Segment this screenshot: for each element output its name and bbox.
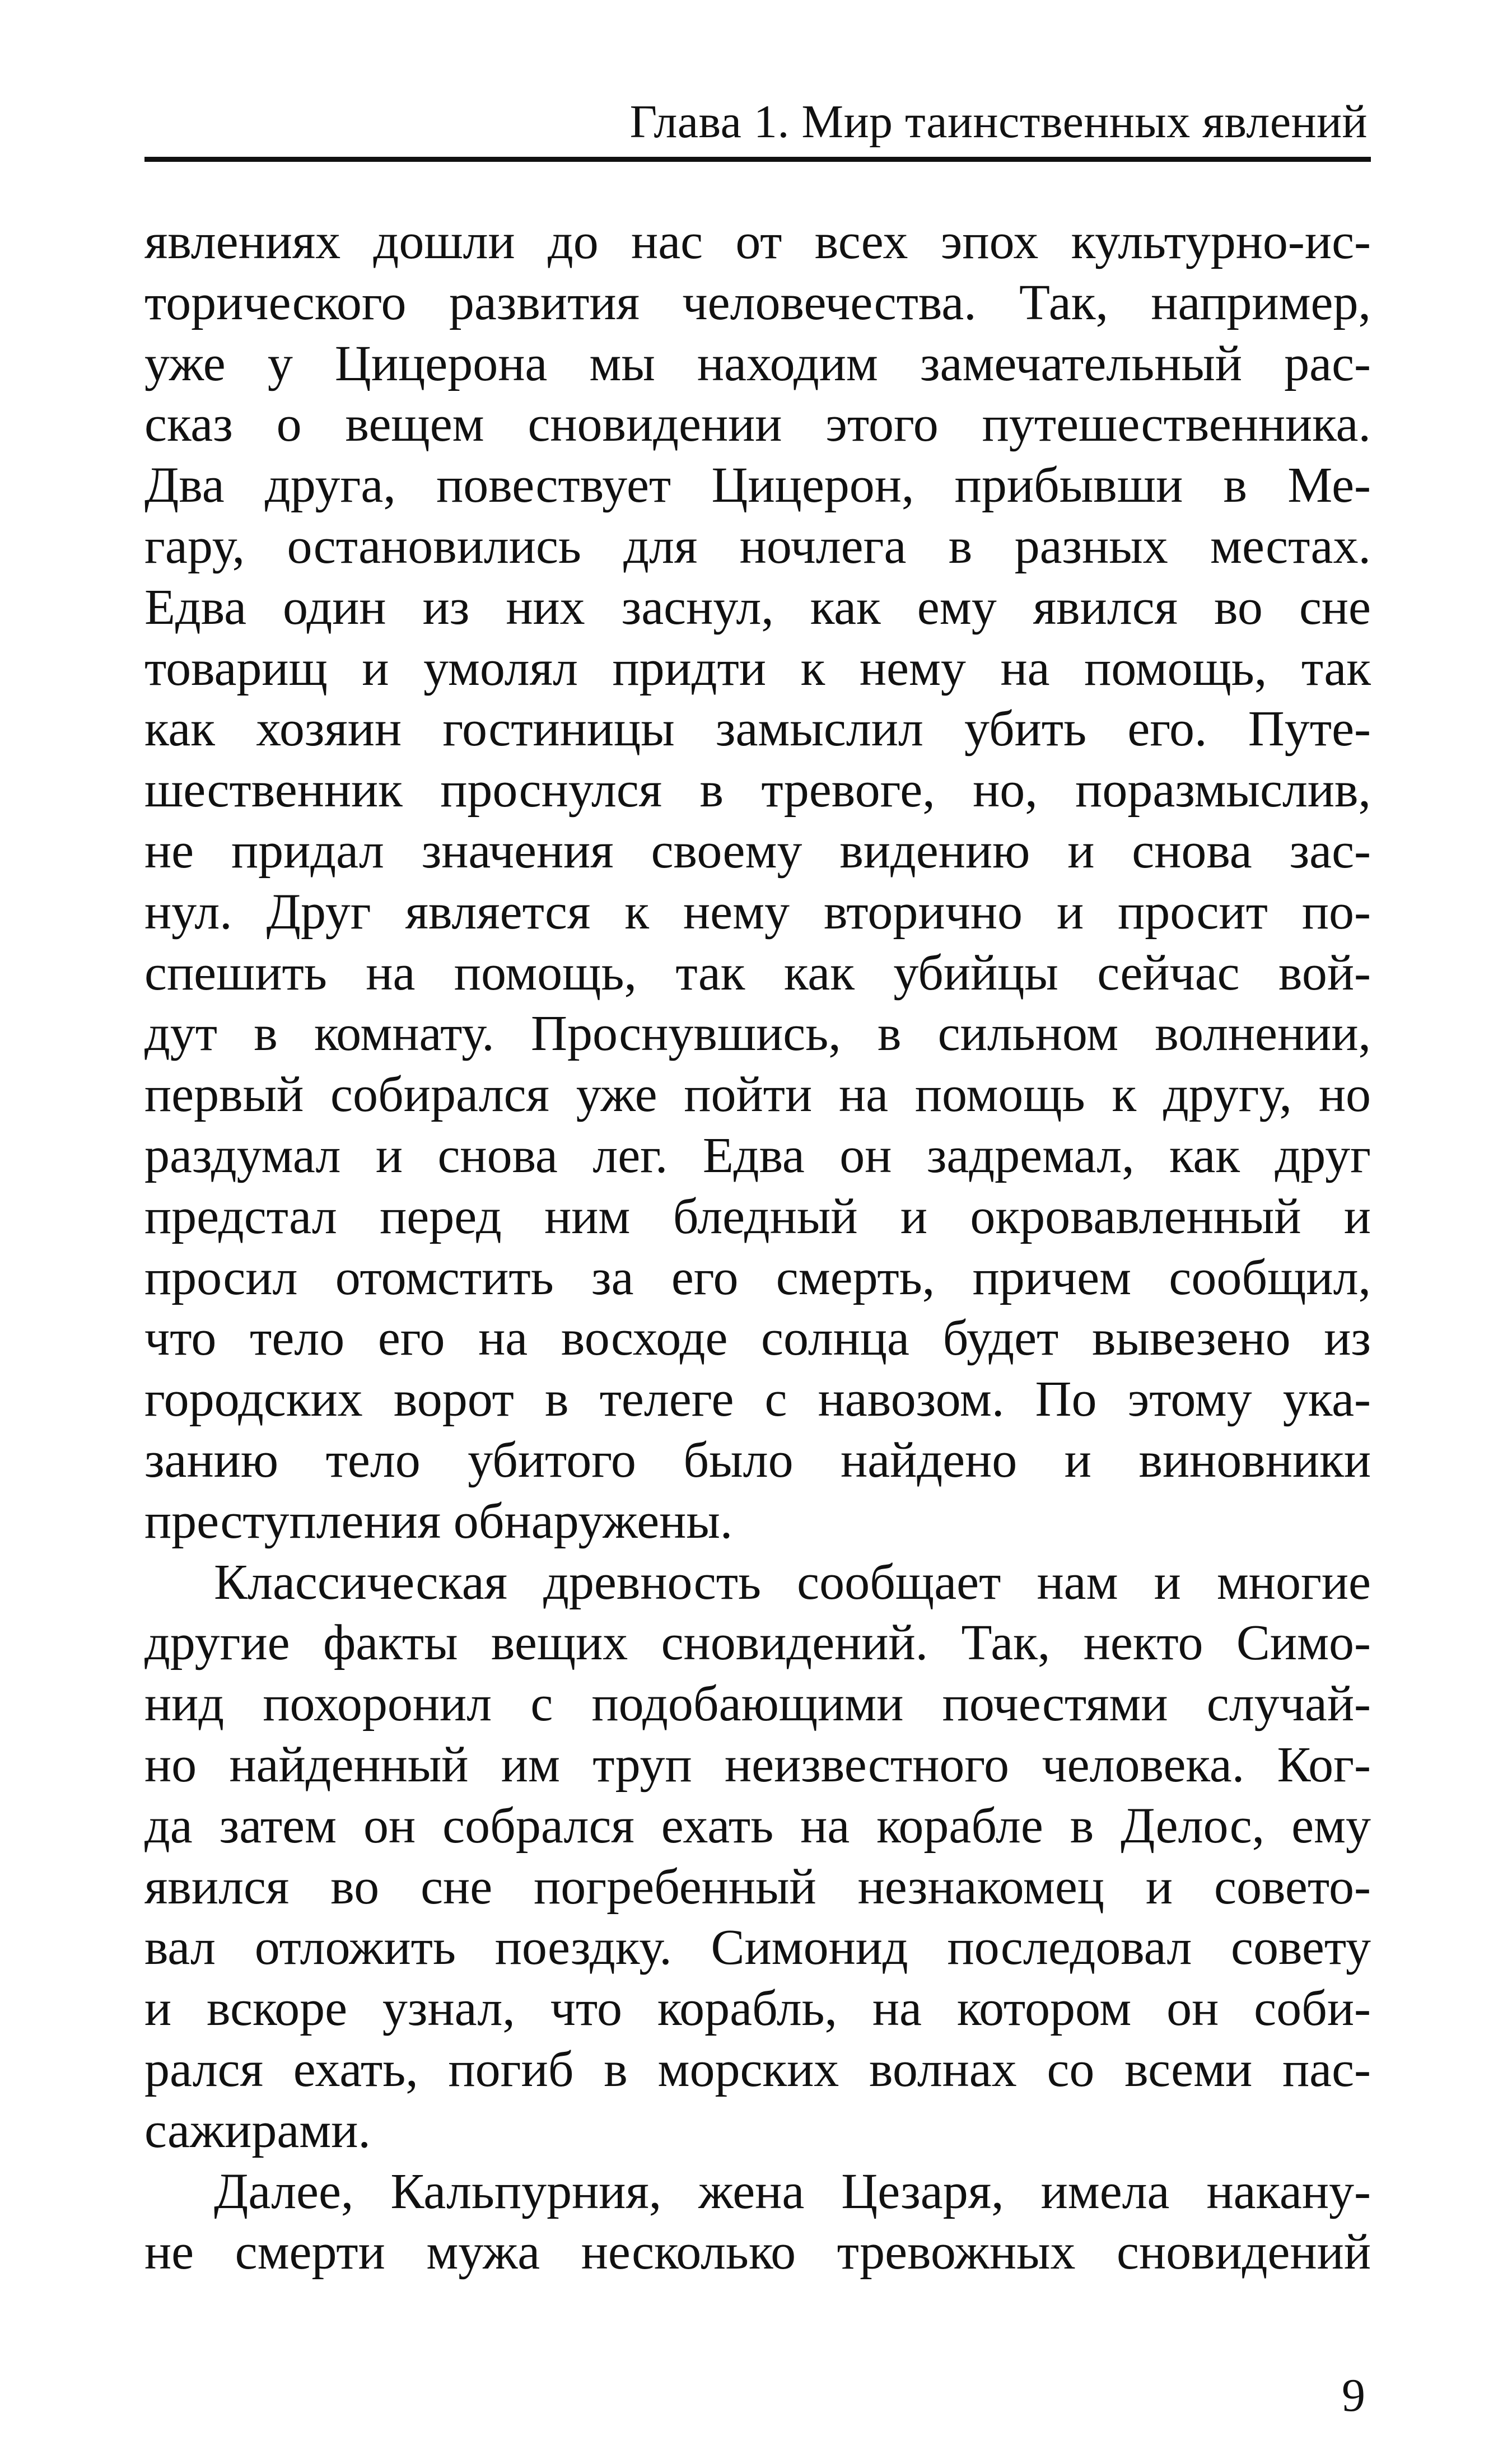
- text-line: сажирами.: [144, 2102, 371, 2158]
- text-line: раздумал и снова лег. Едва он задремал, как друг: [144, 1127, 1371, 1183]
- text-line: преступления обнаружены.: [144, 1493, 733, 1549]
- text-line: дут в комнату. Проснувшись, в сильном волнении,: [144, 1006, 1371, 1062]
- text-line: Далее, Кальпурния, жена Цезаря, имела накану-: [214, 2163, 1371, 2219]
- text-line: вал отложить поездку. Симонид последовал совету: [144, 1920, 1371, 1976]
- text-line: явлениях дошли до нас от всех эпох культурно-ис-: [144, 214, 1371, 269]
- text-line: занию тело убитого было найдено и виновники: [144, 1432, 1371, 1488]
- text-line: предстал перед ним бледный и окровавленный и: [144, 1188, 1371, 1244]
- running-head: Глава 1. Мир таинственных явлений: [629, 96, 1368, 148]
- text-line: рался ехать, погиб в морских волнах со всеми пас-: [144, 2041, 1371, 2097]
- text-line: первый собирался уже пойти на помощь к другу, но: [144, 1067, 1371, 1123]
- text-line: да затем он собрался ехать на корабле в Делос, ему: [144, 1798, 1371, 1854]
- text-line: торического развития человечества. Так, например,: [144, 274, 1371, 330]
- text-line: гару, остановились для ночлега в разных местах.: [144, 518, 1371, 574]
- text-line: спешить на помощь, так как убийцы сейчас вой-: [144, 945, 1371, 1001]
- text-line: как хозяин гостиницы замыслил убить его. Путе-: [144, 701, 1371, 757]
- text-line: нид похоронил с подобающими почестями случай-: [144, 1676, 1371, 1732]
- text-line: товарищ и умолял придти к нему на помощь, так: [144, 640, 1371, 696]
- text-line: шественник проснулся в тревоге, но, поразмыслив,: [144, 762, 1371, 818]
- page-number: 9: [1342, 2369, 1365, 2421]
- text-line: нул. Друг является к нему вторично и просит по-: [144, 884, 1371, 940]
- text-line: уже у Цицерона мы находим замечательный рас-: [144, 335, 1371, 391]
- page-text: [144, 212, 1371, 2283]
- text-line: Едва один из них заснул, как ему явился во сне: [144, 579, 1371, 635]
- text-line: другие факты вещих сновидений. Так, некто Симо-: [144, 1615, 1371, 1671]
- text-line: и вскоре узнал, что корабль, на котором он соби-: [144, 1981, 1371, 2037]
- text-line: Два друга, повествует Цицерон, прибывши в Ме-: [144, 458, 1371, 514]
- text-line: не смерти мужа несколько тревожных сновидений: [144, 2224, 1371, 2280]
- text-line: сказ о вещем сновидении этого путешественника.: [144, 396, 1371, 452]
- text-line: что тело его на восходе солнца будет вывезено из: [144, 1310, 1371, 1366]
- text-line: явился во сне погребенный незнакомец и совето-: [144, 1859, 1371, 1915]
- text-line: но найденный им труп неизвестного человека. Ког-: [144, 1737, 1371, 1793]
- text-line: Классическая древность сообщает нам и многие: [214, 1554, 1371, 1610]
- header-rule: [144, 157, 1371, 162]
- text-line: городских ворот в телеге с навозом. По этому ука-: [144, 1371, 1371, 1427]
- text-line: просил отомстить за его смерть, причем сообщил,: [144, 1249, 1371, 1305]
- text-line: не придал значения своему видению и снова зас-: [144, 823, 1371, 879]
